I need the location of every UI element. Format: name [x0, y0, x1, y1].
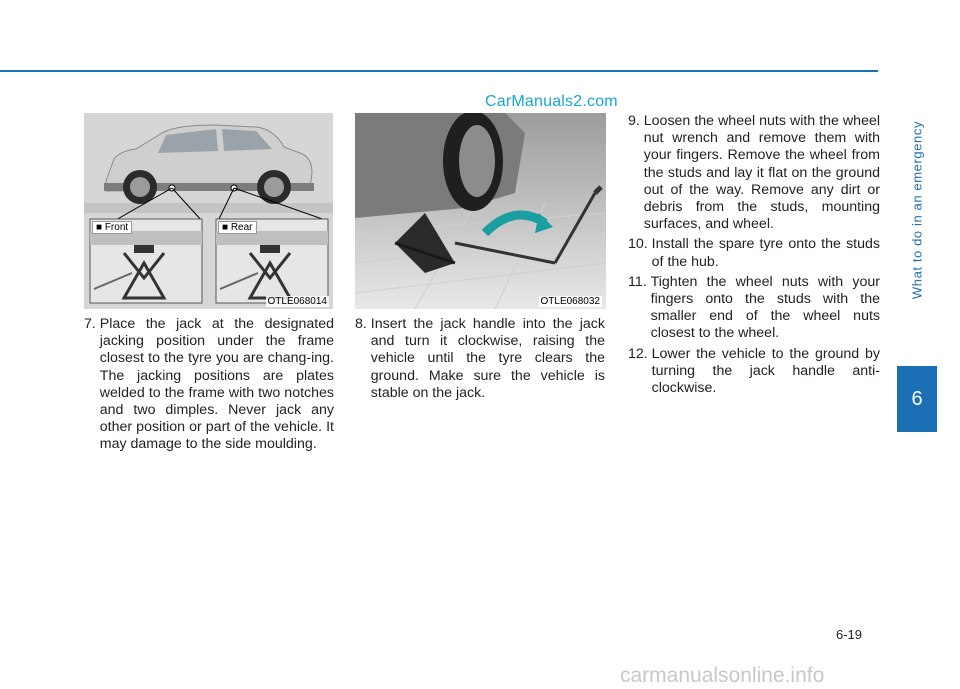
- chapter-tab: 6: [897, 366, 937, 432]
- step-number: 11.: [628, 273, 651, 290]
- step-number: 8.: [355, 316, 371, 332]
- step-text: Install the spare tyre onto the studs of the hub.: [651, 236, 880, 270]
- step-number: 9.: [628, 113, 644, 129]
- header-watermark[interactable]: CarManuals2.com: [485, 93, 618, 110]
- header-rule: [0, 70, 878, 72]
- step-item: [628, 113, 880, 233]
- step-text: Place the jack at the designated jacking position under the frame closest to the tyre you are chang-ing. The jacking positions are plates welded to the frame with two notches and two dimples. Never jack any other position or part of the vehicle. It may damage to the side moulding.: [99, 316, 334, 453]
- figure-jacking-positions: [84, 113, 333, 309]
- step-item: [84, 316, 334, 454]
- step-text: Loosen the wheel nuts with the wheel nut wrench and remove them with your fingers. Remove the wheel from the studs and lay it flat on the ground out of the way. Remove any dirt or debris from the studs, mounting surfaces, and wheel.: [643, 113, 880, 233]
- instructions-column-3: [628, 113, 880, 400]
- step-text: Tighten the wheel nuts with your fingers onto the studs with the smaller end of the wheel nuts closest to the wheel.: [650, 273, 880, 342]
- step-item: [628, 274, 880, 343]
- figure-code: OTLE068032: [540, 296, 600, 307]
- jacking-positions-illustration: [84, 113, 333, 309]
- inset-label-front: ■ Front: [92, 221, 132, 234]
- inset-label-rear: ■ Rear: [218, 221, 257, 234]
- step-item: [628, 346, 880, 398]
- instructions-column-1: [84, 316, 334, 457]
- step-item: [355, 316, 605, 402]
- step-text: Lower the vehicle to the ground by turning the jack handle anti-clockwise.: [651, 345, 880, 397]
- step-item: [628, 236, 880, 270]
- step-text: Insert the jack handle into the jack and turn it clockwise, raising the vehicle until the tyre clears the ground. Make sure the vehicle is stable on the jack.: [370, 316, 605, 401]
- step-number: 7.: [84, 316, 100, 332]
- section-title: What to do in an emergency: [909, 120, 925, 300]
- jack-handle-illustration: [355, 113, 606, 309]
- step-number: 10.: [628, 236, 652, 253]
- figure-code: OTLE068014: [267, 296, 327, 307]
- footer-watermark[interactable]: carmanualsonline.info: [620, 664, 825, 687]
- step-number: 12.: [628, 345, 652, 362]
- figure-jack-handle: [355, 113, 606, 309]
- page-number: 6-19: [836, 627, 863, 642]
- instructions-column-2: [355, 316, 605, 405]
